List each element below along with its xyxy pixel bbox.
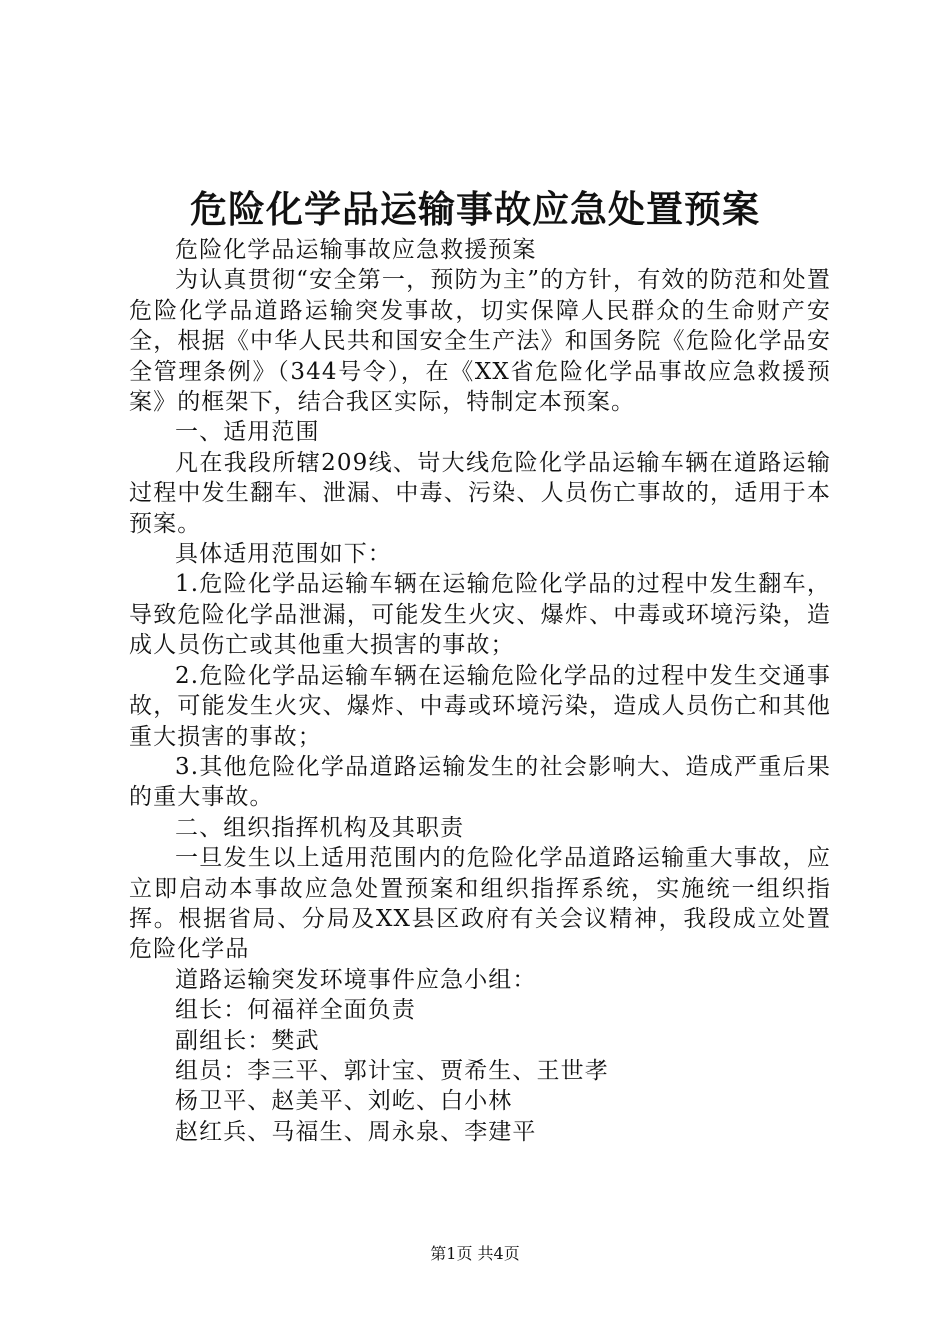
intro-paragraph: 为认真贯彻“安全第一，预防为主”的方针，有效的防范和处置危险化学品道路运输突发事故，切实保障人民群众的生命财产安全，根据《中华人民共和国安全生产法》和国务院《危险化学品安全管理条例》（344号令），在《XX省危险化学品事故应急救援预案》的框架下，结合我区实际，特制定本预案。: [129, 267, 831, 416]
scope-item-2: 2.危险化学品运输车辆在运输危险化学品的过程中发生交通事故，可能发生火灾、爆炸、中毒或环境污染，造成人员伤亡和其他重大损害的事故；: [129, 662, 831, 750]
page-number-footer: 第1页 共4页: [430, 1244, 520, 1263]
organization-paragraph: 一旦发生以上适用范围内的危险化学品道路运输重大事故，应立即启动本事故应急处置预案和组织指挥系统，实施统一组织指挥。根据省局、分局及XX县区政府有关会议精神，我段成立处置危险化学品: [129, 845, 831, 963]
team-members-line-3: 赵红兵、马福生、周永泉、李建平: [175, 1118, 537, 1145]
team-leader: 组长：何福祥全面负责: [175, 997, 416, 1024]
scope-item-3: 3.其他危险化学品道路运输发生的社会影响大、造成严重后果的重大事故。: [129, 753, 831, 811]
scope-paragraph: 凡在我段所辖209线、岢大线危险化学品运输车辆在道路运输过程中发生翻车、泄漏、中毒、污染、人员伤亡事故的，适用于本预案。: [129, 449, 831, 537]
team-members-line-2: 杨卫平、赵美平、刘屹、白小林: [175, 1088, 513, 1115]
scope-list-intro: 具体适用范围如下：: [175, 541, 392, 568]
team-members-line-1: 组员：李三平、郭计宝、贾希生、王世孝: [175, 1057, 609, 1084]
document-title: 危险化学品运输事故应急处置预案: [190, 188, 760, 231]
section-heading-organization: 二、组织指挥机构及其职责: [175, 814, 465, 841]
section-heading-scope: 一、适用范围: [175, 419, 320, 446]
subtitle-paragraph: 危险化学品运输事故应急救援预案: [175, 237, 537, 263]
team-deputy-leader: 副组长：樊武: [175, 1027, 320, 1054]
scope-item-1: 1.危险化学品运输车辆在运输危险化学品的过程中发生翻车，导致危险化学品泄漏，可能发生火灾、爆炸、中毒或环境污染，造成人员伤亡或其他重大损害的事故；: [129, 571, 831, 659]
document-body: [129, 235, 831, 1147]
team-heading: 道路运输突发环境事件应急小组：: [175, 966, 537, 993]
